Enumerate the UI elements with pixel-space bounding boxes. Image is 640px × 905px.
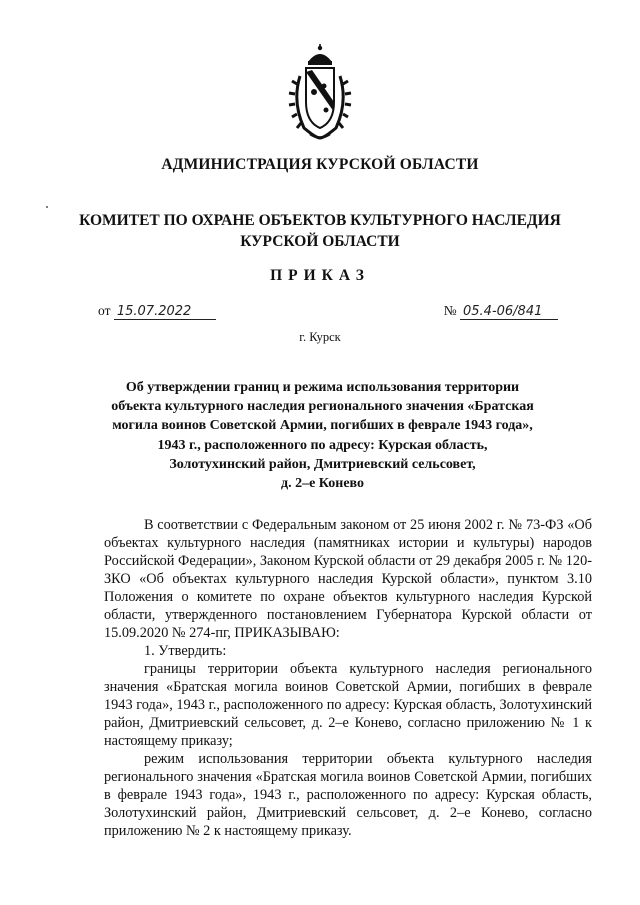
date-field (98, 303, 216, 320)
body-paragraph-boundaries: границы территории объекта культурного наследия регионального значения «Братская могила воинов Советской Армии, погибших в феврале 1943 года», 1943 г., расположенного по адресу: Курская область, Золотухинский район, Дмитриевский сельсовет, д. 2–е Конево, согласно приложению № 1 к настоящему приказу; (104, 661, 592, 749)
body-paragraph-legal-basis: В соответствии с Федеральным законом от 25 июня 2002 г. № 73-ФЗ «Об объектах культурного наследия (памятниках истории и культуры) народов Российской Федерации», Законом Курской области от 29 декабря 2005 г. № 120-ЗКО «Об объектах культурного наследия Курской области», пунктом 3.10 Положения о комитете по охране объектов культурного наследия Курской области, утвержденного постановлением Губернатора Курской области от 15.09.2020 № 274-пг, ПРИКАЗЫВАЮ: (104, 517, 592, 641)
body-paragraph-approve: 1. Утвердить: (144, 643, 227, 659)
coat-of-arms-icon (286, 42, 354, 142)
committee-title (60, 210, 580, 252)
date-number-row (98, 303, 558, 327)
subject-line: Золотухинский район, Дмитриевский сельсовет, (169, 456, 476, 472)
committee-title-line2: КУРСКОЙ ОБЛАСТИ (240, 233, 400, 250)
subject-line: 1943 г., расположенного по адресу: Курская область, (157, 437, 488, 453)
city-label: г. Курск (299, 330, 341, 344)
order-subject (95, 378, 550, 493)
subject-line: могила воинов Советской Армии, погибших в феврале 1943 года», (112, 418, 533, 434)
body-paragraph-regime: режим использования территории объекта культурного наследия регионального значения «Братская могила воинов Советской Армии, погибших в феврале 1943 года», 1943 г., расположенного по адресу: Курская область, Золотухинский район, Дмитриевский сельсовет, д. 2–е Конево, согласно приложению № 2 к настоящему приказу. (104, 751, 592, 839)
date-prefix: от (98, 303, 111, 318)
document-type-title: ПРИКАЗ (270, 267, 370, 284)
subject-line: объекта культурного наследия регионального значения «Братская (111, 399, 534, 415)
number-prefix: № (443, 303, 457, 318)
handwritten-date: 15.07.2022 (114, 304, 216, 320)
handwritten-number: 05.4-06/841 (460, 304, 558, 320)
scan-speck (46, 206, 48, 208)
subject-line: д. 2–е Конево (281, 476, 364, 492)
number-field (444, 303, 558, 320)
subject-line: Об утверждении границ и режима использования территории (125, 380, 520, 395)
committee-title-line1: КОМИТЕТ ПО ОХРАНЕ ОБЪЕКТОВ КУЛЬТУРНОГО НАСЛЕДИЯ (79, 212, 561, 229)
order-body (104, 516, 592, 840)
administration-title: АДМИНИСТРАЦИЯ КУРСКОЙ ОБЛАСТИ (161, 156, 479, 173)
